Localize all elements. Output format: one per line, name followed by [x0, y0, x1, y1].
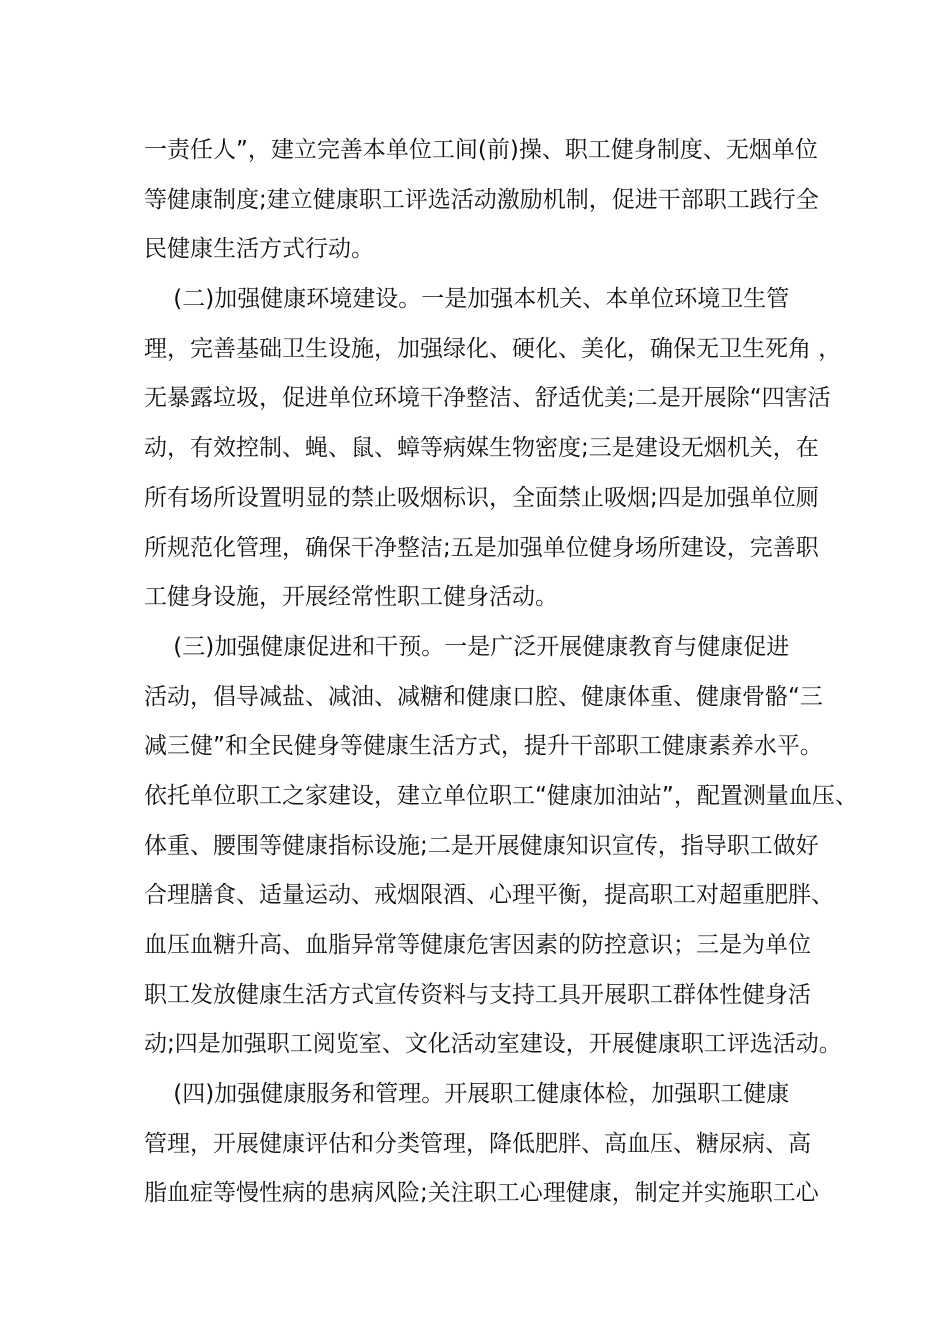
- text-line: 合理膳食、适量运动、戒烟限酒、心理平衡，提高职工对超重肥胖、: [144, 882, 834, 909]
- text-line: 活动，倡导减盐、减油、减糖和健康口腔、健康体重、健康骨骼“三: [144, 683, 823, 710]
- text-line: 无暴露垃圾，促进单位环境干净整洁、舒适优美;二是开展除“四害活: [144, 385, 831, 412]
- text-line: 脂血症等慢性病的患病风险;关注职工心理健康，制定并实施职工心: [144, 1180, 819, 1207]
- text-line: 民健康生活方式行动。: [144, 236, 374, 263]
- text-line: 血压血糖升高、血脂异常等健康危害因素的防控意识；三是为单位: [144, 932, 811, 958]
- document-body: [144, 126, 858, 1219]
- text-line: 所有场所设置明显的禁止吸烟标识，全面禁止吸烟;四是加强单位厕: [144, 484, 819, 511]
- text-line: 工健身设施，开展经常性职工健身活动。: [144, 584, 558, 611]
- text-line: 管理，开展健康评估和分类管理，降低肥胖、高血压、糖尿病、高: [144, 1130, 811, 1157]
- text-line: 动，有效控制、蝇、鼠、蟑等病媒生物密度;三是建设无烟机关，在: [144, 435, 819, 462]
- text-line: 职工发放健康生活方式宣传资料与支持工具开展职工群体性健身活: [144, 981, 811, 1008]
- text-line: (二)加强健康环境建设。一是加强本机关、本单位环境卫生管: [144, 286, 790, 313]
- text-line: (三)加强健康促进和干预。一是广泛开展健康教育与健康促进: [144, 633, 790, 660]
- text-line: 依托单位职工之家建设，建立单位职工“健康加油站”，配置测量血压、: [144, 782, 858, 809]
- text-line: (四)加强健康服务和管理。开展职工健康体检，加强职工健康: [144, 1081, 790, 1108]
- text-line: 一责任人”，建立完善本单位工间(前)操、职工健身制度、无烟单位: [144, 137, 818, 163]
- text-line: 体重、腰围等健康指标设施;二是开展健康知识宣传，指导职工做好: [144, 832, 819, 859]
- text-line: 所规范化管理，确保干净整洁;五是加强单位健身场所建设，完善职: [144, 534, 819, 561]
- text-line: 理，完善基础卫生设施，加强绿化、硬化、美化，确保无卫生死角 ，: [144, 335, 842, 362]
- text-line: 减三健”和全民健身等健康生活方式，提升干部职工健康素养水平。: [144, 733, 823, 760]
- text-line: 动;四是加强职工阅览室、文化活动室建设，开展健康职工评选活动。: [144, 1031, 842, 1058]
- text-line: 等健康制度;建立健康职工评选活动激励机制，促进干部职工践行全: [144, 186, 819, 213]
